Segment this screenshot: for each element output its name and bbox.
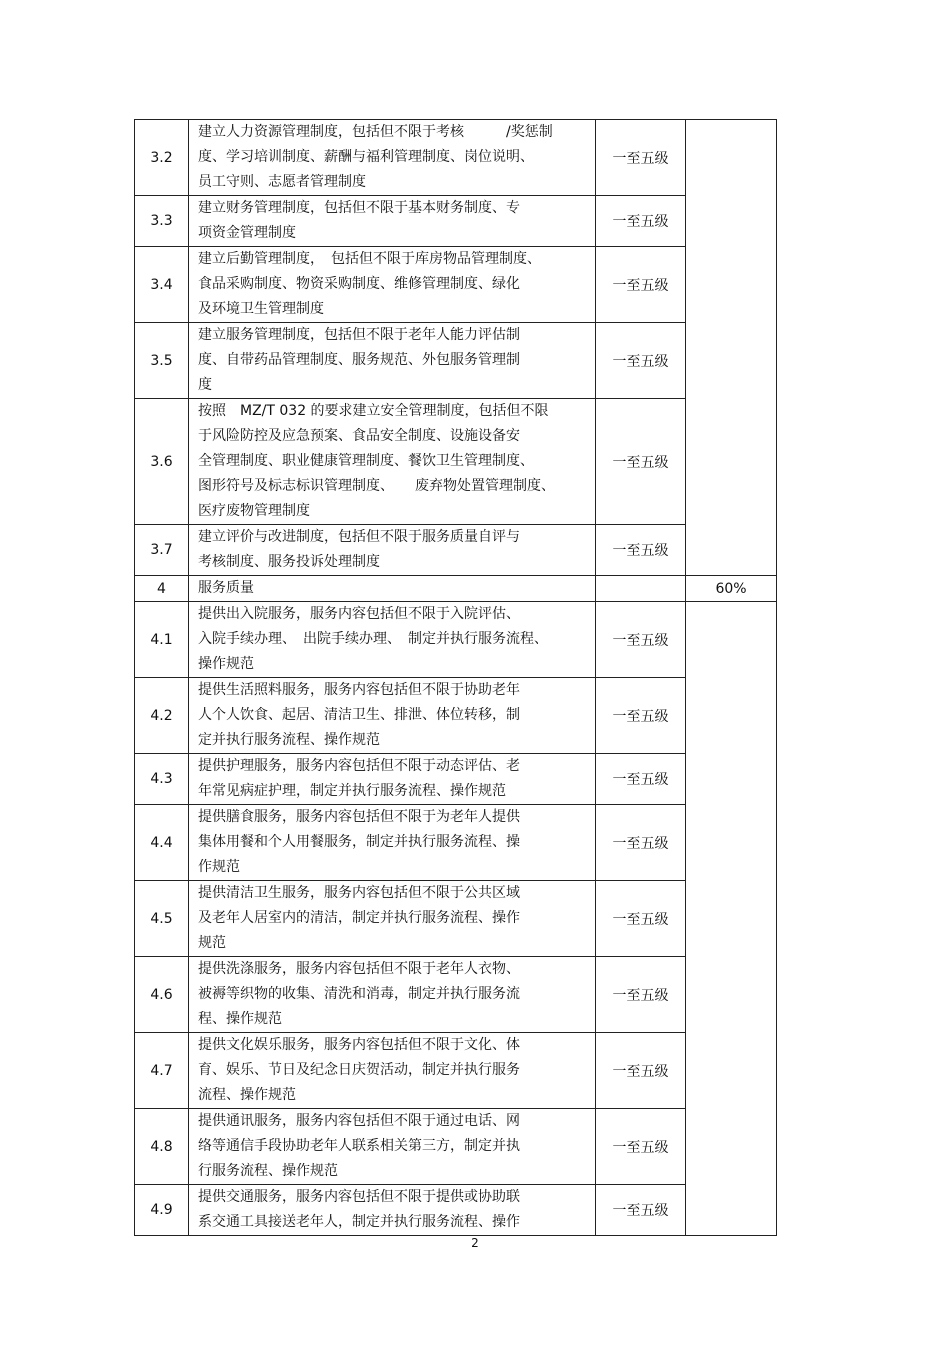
requirement-line: 定并执行服务流程、操作规范 [198, 732, 380, 748]
item-number: 3.3 [135, 196, 189, 247]
item-number: 3.5 [135, 323, 189, 399]
requirement-line: 提供清洁卫生服务，服务内容包括但不限于公共区域 [198, 885, 520, 901]
requirement-line: 年常见病症护理，制定并执行服务流程、操作规范 [198, 783, 506, 799]
requirement-line: 度 [198, 377, 212, 393]
requirement-line: 按照 MZ/T 032 的要求建立安全管理制度，包括但不限 [198, 403, 549, 419]
item-number: 4.6 [135, 957, 189, 1033]
requirement-line: 项资金管理制度 [198, 225, 296, 241]
requirement-line: 食品采购制度、物资采购制度、维修管理制度、绿化 [198, 276, 520, 292]
requirement-line: 医疗废物管理制度 [198, 503, 310, 519]
table-row [135, 120, 777, 196]
item-requirement [189, 881, 596, 957]
item-number: 4.9 [135, 1185, 189, 1236]
requirement-line: 于风险防控及应急预案、食品安全制度、设施设备安 [198, 428, 520, 444]
applicable-level: 一至五级 [596, 399, 686, 525]
requirement-line: 提供通讯服务，服务内容包括但不限于通过电话、网 [198, 1113, 520, 1129]
requirement-line: 提供护理服务，服务内容包括但不限于动态评估、老 [198, 758, 520, 774]
requirement-line: 规范 [198, 935, 226, 951]
item-requirement [189, 196, 596, 247]
item-number: 4.5 [135, 881, 189, 957]
table-row [135, 399, 777, 525]
item-requirement [189, 1033, 596, 1109]
item-number: 4.7 [135, 1033, 189, 1109]
applicable-level: 一至五级 [596, 678, 686, 754]
requirement-line: 提供生活照料服务，服务内容包括但不限于协助老年 [198, 682, 520, 698]
requirement-line: 考核制度、服务投诉处理制度 [198, 554, 380, 570]
page-number: 2 [471, 1236, 479, 1250]
item-number: 3.7 [135, 525, 189, 576]
requirement-line: 操作规范 [198, 656, 254, 672]
item-requirement [189, 247, 596, 323]
requirement-line: 程、操作规范 [198, 1011, 282, 1027]
requirement-line: 建立服务管理制度，包括但不限于老年人能力评估制 [198, 327, 520, 343]
item-number: 3.2 [135, 120, 189, 196]
applicable-level: 一至五级 [596, 957, 686, 1033]
table-row [135, 881, 777, 957]
requirement-line: 提供交通服务，服务内容包括但不限于提供或协助联 [198, 1189, 520, 1205]
item-requirement [189, 805, 596, 881]
item-number: 4.1 [135, 602, 189, 678]
item-number: 4.8 [135, 1109, 189, 1185]
item-requirement [189, 525, 596, 576]
applicable-level: 一至五级 [596, 247, 686, 323]
requirement-line: 及环境卫生管理制度 [198, 301, 324, 317]
criteria-table [134, 119, 777, 1236]
requirement-line: 建立后勤管理制度， 包括但不限于库房物品管理制度、 [198, 251, 541, 267]
requirement-line: 作规范 [198, 859, 240, 875]
item-number: 4.3 [135, 754, 189, 805]
requirement-line: 被褥等织物的收集、清洗和消毒，制定并执行服务流 [198, 986, 520, 1002]
item-requirement [189, 602, 596, 678]
item-number: 3.6 [135, 399, 189, 525]
applicable-level: 一至五级 [596, 1109, 686, 1185]
table-row [135, 602, 777, 678]
applicable-level: 一至五级 [596, 1033, 686, 1109]
item-number: 4.4 [135, 805, 189, 881]
requirement-line: 提供出入院服务，服务内容包括但不限于入院评估、 [198, 606, 520, 622]
applicable-level: 一至五级 [596, 196, 686, 247]
requirement-line: 及老年人居室内的清洁，制定并执行服务流程、操作 [198, 910, 520, 926]
requirement-line: 育、娱乐、节日及纪念日庆贺活动，制定并执行服务 [198, 1062, 520, 1078]
item-requirement [189, 1109, 596, 1185]
item-requirement [189, 120, 596, 196]
applicable-level: 一至五级 [596, 525, 686, 576]
requirement-line: 入院手续办理、 出院手续办理、 制定并执行服务流程、 [198, 631, 548, 647]
applicable-level: 一至五级 [596, 120, 686, 196]
requirement-line: 图形符号及标志标识管理制度、 废弃物处置管理制度、 [198, 478, 555, 494]
weight-cell [686, 120, 777, 576]
requirement-line: 建立财务管理制度，包括但不限于基本财务制度、专 [198, 200, 520, 216]
item-requirement [189, 576, 596, 602]
table-row [135, 678, 777, 754]
table-row [135, 323, 777, 399]
requirement-line: 度、学习培训制度、薪酬与福利管理制度、岗位说明、 [198, 149, 534, 165]
table-row [135, 1185, 777, 1236]
item-requirement [189, 678, 596, 754]
table-row [135, 1109, 777, 1185]
requirement-line: 络等通信手段协助老年人联系相关第三方，制定并执 [198, 1138, 520, 1154]
requirement-line: 提供文化娱乐服务，服务内容包括但不限于文化、体 [198, 1037, 520, 1053]
item-requirement [189, 754, 596, 805]
weight-cell: 60% [686, 576, 777, 602]
applicable-level: 一至五级 [596, 805, 686, 881]
item-number: 4.2 [135, 678, 189, 754]
applicable-level [596, 576, 686, 602]
requirement-line: 集体用餐和个人用餐服务，制定并执行服务流程、操 [198, 834, 520, 850]
table-row [135, 1033, 777, 1109]
requirement-line: 建立评价与改进制度，包括但不限于服务质量自评与 [198, 529, 520, 545]
requirement-line: 人个人饮食、起居、清洁卫生、排泄、体位转移，制 [198, 707, 520, 723]
applicable-level: 一至五级 [596, 881, 686, 957]
requirement-line: 流程、操作规范 [198, 1087, 296, 1103]
applicable-level: 一至五级 [596, 602, 686, 678]
applicable-level: 一至五级 [596, 754, 686, 805]
requirement-line: 全管理制度、职业健康管理制度、餐饮卫生管理制度、 [198, 453, 534, 469]
requirement-line: 系交通工具接送老年人，制定并执行服务流程、操作 [198, 1214, 520, 1230]
item-requirement [189, 957, 596, 1033]
requirement-line: 度、自带药品管理制度、服务规范、外包服务管理制 [198, 352, 520, 368]
applicable-level: 一至五级 [596, 1185, 686, 1236]
item-number: 4 [135, 576, 189, 602]
table-row [135, 957, 777, 1033]
applicable-level: 一至五级 [596, 323, 686, 399]
requirement-line: 提供洗涤服务，服务内容包括但不限于老年人衣物、 [198, 961, 520, 977]
requirement-line: 服务质量 [198, 580, 254, 596]
table-row [135, 754, 777, 805]
table-row [135, 196, 777, 247]
requirement-line: 提供膳食服务，服务内容包括但不限于为老年人提供 [198, 809, 520, 825]
criteria-table-body [135, 120, 777, 1236]
table-row [135, 576, 777, 602]
item-requirement [189, 1185, 596, 1236]
requirement-line: 行服务流程、操作规范 [198, 1163, 338, 1179]
item-number: 3.4 [135, 247, 189, 323]
table-row [135, 805, 777, 881]
item-requirement [189, 399, 596, 525]
table-row [135, 247, 777, 323]
weight-cell [686, 602, 777, 1236]
item-requirement [189, 323, 596, 399]
table-row [135, 525, 777, 576]
requirement-line: 建立人力资源管理制度，包括但不限于考核 /奖惩制 [198, 124, 553, 140]
requirement-line: 员工守则、志愿者管理制度 [198, 174, 366, 190]
